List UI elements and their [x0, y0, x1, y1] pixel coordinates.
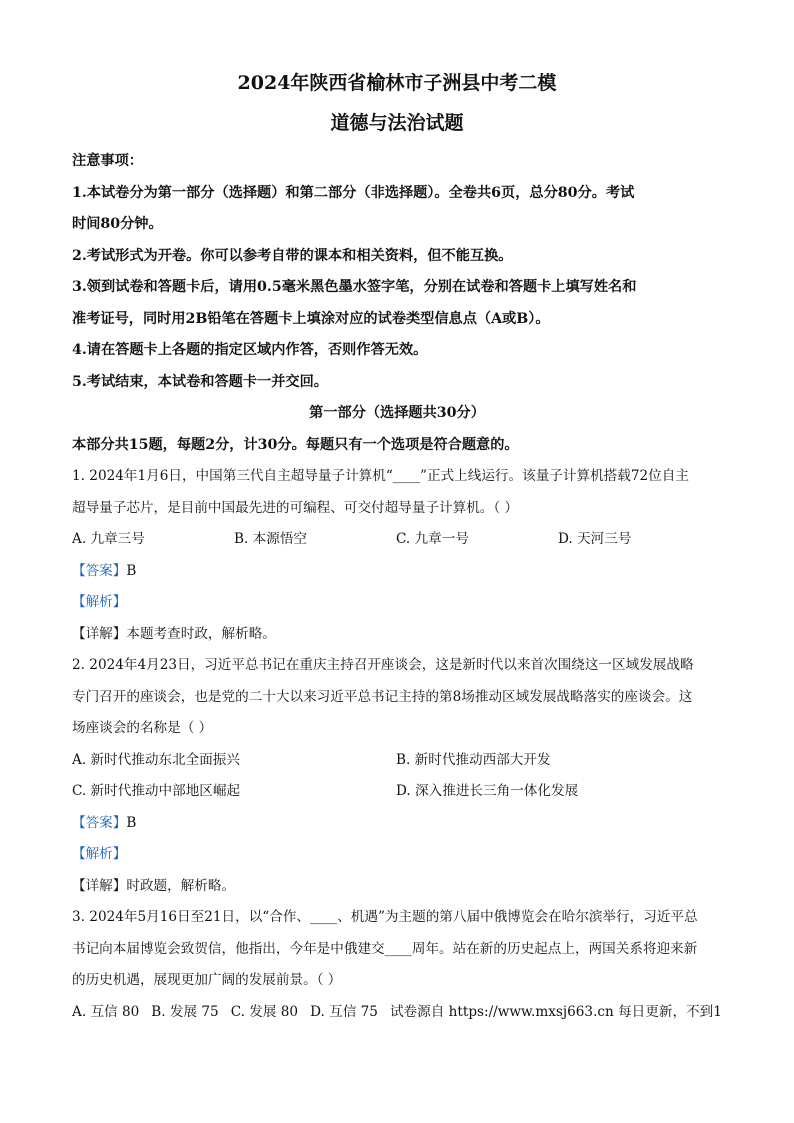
answer-tag: 【答案】 [72, 562, 127, 579]
section-intro: 本部分共15题，每题2分，计30分。每题只有一个选项是符合题意的。 [72, 436, 519, 453]
question-text: 书记向本届博览会致贺信，他指出，今年是中俄建交____周年。站在新的历史起点上，两国关系将迎来新 [72, 940, 698, 957]
detail-tag: 【详解】 [72, 877, 127, 894]
option-a: A. 九章三号 [72, 531, 145, 547]
option-c: C. 新时代推动中部地区崛起 [72, 783, 241, 799]
question-1 [72, 461, 722, 650]
notice-item: 1.本试卷分为第一部分（选择题）和第二部分（非选择题）。全卷共6页，总分80分。考试 [72, 184, 635, 201]
detail-line [72, 871, 722, 903]
answer-value: B [126, 562, 137, 579]
question-text: 场座谈会的名称是（ ） [72, 720, 213, 736]
answer-line [72, 808, 722, 840]
option-b: B. 本源悟空 [234, 531, 308, 547]
options-row [72, 524, 722, 556]
notice-item: 准考证号，同时用2B铅笔在答题卡上填涂对应的试卷类型信息点（A或B）。 [72, 310, 550, 327]
option-b: B. 新时代推动西部大开发 [396, 751, 551, 768]
detail-line [72, 619, 722, 651]
option-c: C. 发展 80 [230, 1003, 299, 1020]
option-d: D. 天河三号 [558, 531, 632, 547]
question-text: 2. 2024年4月23日，习近平总书记在重庆主持召开座谈会，这是新时代以来首次围绕这一区域发展战略 [72, 657, 694, 673]
exam-subtitle: 道德与法治试题 [330, 112, 464, 134]
answer-tag: 【答案】 [72, 814, 127, 831]
answer-line [72, 556, 722, 588]
option-d: D. 互信 75 [310, 1003, 378, 1020]
analysis-tag: 【解析】 [72, 846, 127, 862]
options-row [72, 776, 722, 808]
section-title: 第一部分（选择题共30分） [309, 405, 485, 421]
option-a: A. 互信 80 [72, 1003, 140, 1020]
detail-tag: 【详解】 [72, 625, 127, 642]
question-text: 3. 2024年5月16日至21日，以“合作、____、机遇”为主题的第八届中俄博览会在哈尔滨举行，习近平总 [72, 909, 698, 925]
detail-text: 本题考查时政，解析略。 [126, 625, 276, 642]
option-a: A. 新时代推动东北全面振兴 [72, 751, 240, 768]
answer-value: B [126, 814, 137, 831]
question-text: 专门召开的座谈会，也是党的二十大以来习近平总书记主持的第8场推动区域发展战略落实的座谈会。这 [72, 688, 693, 705]
question-3 [72, 902, 722, 1028]
exam-title: 2024年陕西省榆林市子洲县中考二模 [237, 72, 557, 94]
notice-item: 5.考试结束，本试卷和答题卡一并交回。 [72, 373, 328, 390]
question-2 [72, 650, 722, 902]
detail-text: 时政题，解析略。 [126, 877, 236, 894]
notice-block [72, 146, 722, 398]
question-text: 超导量子芯片，是目前中国最先进的可编程、可交付超导量子计算机。（ ） [72, 499, 519, 516]
notice-item: 4.请在答题卡上各题的指定区域内作答，否则作答无效。 [72, 342, 428, 358]
exam-page [72, 60, 722, 1028]
footer-note: 试卷源自 https://www.mxsj663.cn 每日更新，不到1 [389, 1003, 722, 1020]
notice-heading: 注意事项： [72, 153, 143, 169]
options-row [72, 745, 722, 777]
analysis-line [72, 839, 722, 871]
notice-item: 时间80分钟。 [72, 216, 163, 232]
notice-item: 2.考试形式为开卷。你可以参考自带的课本和相关资料，但不能互换。 [72, 247, 513, 264]
option-b: B. 发展 75 [151, 1003, 219, 1020]
option-d: D. 深入推进长三角一体化发展 [396, 783, 579, 799]
analysis-tag: 【解析】 [72, 594, 127, 610]
notice-item: 3.领到试卷和答题卡后，请用0.5毫米黑色墨水签字笔，分别在试卷和答题卡上填写姓名和 [72, 279, 637, 295]
question-text: 1. 2024年1月6日，中国第三代自主超导量子计算机“____”正式上线运行。该量子计算机搭载72位自主 [72, 468, 689, 484]
options-row [72, 997, 722, 1029]
analysis-line [72, 587, 722, 619]
question-text: 的历史机遇，展现更加广阔的发展前景。（ ） [72, 972, 342, 988]
option-c: C. 九章一号 [396, 531, 469, 547]
